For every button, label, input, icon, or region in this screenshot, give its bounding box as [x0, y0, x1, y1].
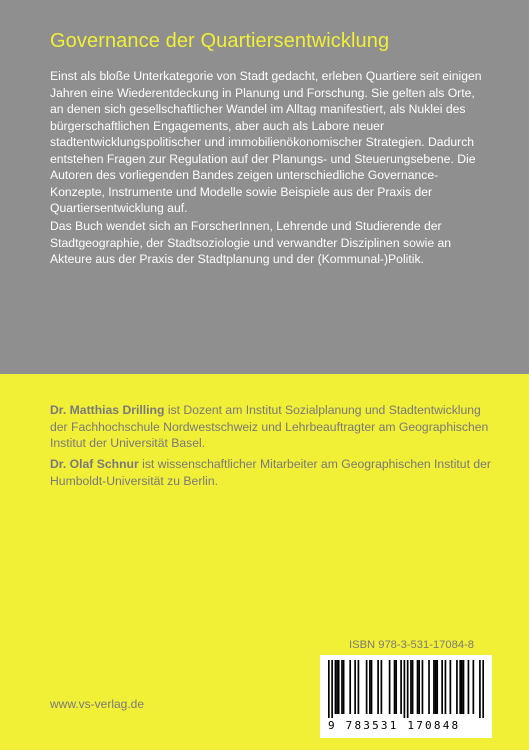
- barcode-bar: [412, 660, 414, 714]
- book-title: Governance der Quartiersentwicklung: [50, 30, 390, 52]
- barcode-bar: [338, 660, 340, 714]
- barcode-bar: [428, 660, 430, 714]
- barcode-bar: [381, 660, 383, 714]
- barcode-bar: [436, 660, 438, 714]
- author-name-2: Dr. Olaf Schnur: [50, 457, 139, 471]
- barcode-bar: [418, 660, 420, 714]
- barcode-bar: [394, 660, 396, 714]
- barcode-bar: [482, 660, 484, 718]
- barcode-bar: [441, 660, 443, 714]
- barcode-bar: [410, 660, 412, 714]
- barcode-bars: [328, 660, 484, 718]
- author-description-2: ist wissenschaftlicher Mitarbeiter am Geographischen Institut der Humboldt-Universität zu Berlin.: [50, 457, 491, 488]
- barcode-bar: [473, 660, 475, 714]
- barcode-bar: [461, 660, 463, 714]
- description-paragraph-1: Einst als bloße Unterkategorie von Stadt gedacht, erleben Quartiere seit einigen Jahren eine Wiederentdeckung in Planung und Forschung. Sie gelten als Orte, an denen sich gesellschaftlicher Wandel im Alltag manifestiert, als Nuklei des bürgerschaftlichen Engagements, aber auch als Labore neuer stadtentwicklungspolitischer und immobilienökonomischer Strategien. Dadurch entstehen Fragen zur Regulation auf der Planungs- und Steuerungsebene. Die Autoren des vorliegenden Bandes zeigen unterschiedliche Governance-Konzepte, Instrumente und Modelle sowie Beispiele aus der Praxis der Quartiersentwicklung auf.: [50, 69, 482, 215]
- barcode-bar: [389, 660, 391, 714]
- barcode-bar: [335, 660, 337, 714]
- barcode-bar: [354, 660, 356, 714]
- barcode-bar: [343, 660, 345, 714]
- publisher-website: www.vs-verlag.de: [50, 697, 145, 711]
- barcode-bar: [328, 660, 330, 718]
- description-paragraph-2: Das Buch wendet sich an ForscherInnen, Lehrende und Studierende der Stadtgeographie, der Stadtsoziologie und verwandter Disziplinen sowie an Akteure aus der Praxis der Stadtplanung und der (Kommunal-)Politik.: [50, 219, 452, 266]
- barcode-digits: 9 783531 170848: [328, 719, 461, 732]
- barcode-bar: [358, 660, 360, 714]
- barcode-bar: [417, 660, 419, 714]
- barcode-bar: [336, 660, 338, 714]
- barcode-bar: [456, 660, 458, 714]
- barcode-bar: [400, 660, 402, 714]
- barcode-bar: [433, 660, 435, 714]
- barcode-bar: [366, 660, 368, 714]
- barcode-bar: [479, 660, 481, 718]
- barcode-bar: [404, 660, 406, 718]
- barcode-bar: [369, 660, 371, 714]
- barcode-bar: [407, 660, 409, 718]
- author-bio-1: [50, 402, 495, 452]
- author-description-1: ist Dozent am Institut Sozialplanung und Stadtentwicklung der Fachhochschule Nordwestschweiz und Lehrbeauftragter am Geographischen Institut der Universität Basel.: [50, 403, 489, 450]
- isbn-number: ISBN 978-3-531-17084-8: [349, 639, 475, 651]
- barcode-bar: [468, 660, 470, 714]
- barcode-bar: [459, 660, 461, 714]
- barcode-bar: [435, 660, 437, 714]
- barcode-bar: [395, 660, 397, 714]
- barcode-bar: [349, 660, 351, 714]
- barcode-bar: [450, 660, 452, 714]
- barcode-bar: [422, 660, 424, 714]
- barcode: [320, 655, 492, 738]
- author-bio-2: [50, 456, 495, 489]
- gray-description-panel: [0, 0, 529, 374]
- barcode-bar: [341, 660, 343, 714]
- barcode-bar: [377, 660, 379, 714]
- barcode-bar: [331, 660, 333, 718]
- barcode-bar: [371, 660, 373, 714]
- barcode-bar: [463, 660, 465, 714]
- author-name-1: Dr. Matthias Drilling: [50, 403, 165, 417]
- barcode-bar: [445, 660, 447, 714]
